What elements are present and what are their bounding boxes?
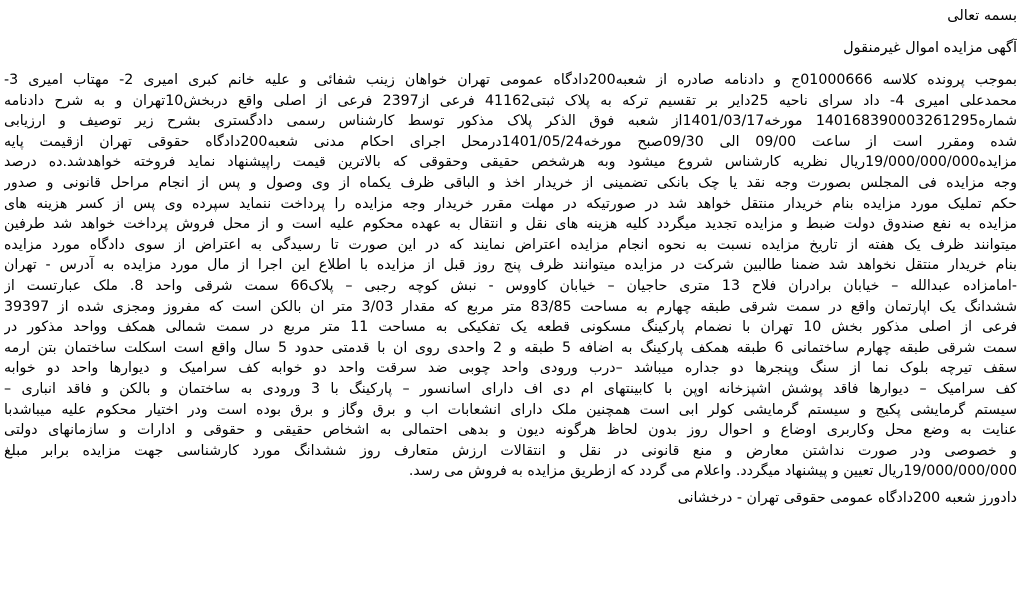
legal-notice-document (4, 6, 1017, 609)
notice-body-line: شماره140168390003261295 مورخه1401/03/17از شعبه فوق الذکر پلاک مذکور توسط کارشناس رسمی دادگستری بشرح زیر توصیف و ارزیابی (4, 113, 1017, 130)
notice-body-line: سیستم گرمایشی پکیج و سیستم گرمایشی کولر ابی است همچنین ملک دارای انشعابات اب و برق وگاز و برق بوده است ودر اختیار محکوم علیه میباشدبا (4, 401, 1017, 418)
notice-body-line: شده ومقرر است از ساعت 09/00 الی 09/30صبح مورخه1401/05/24درمحل اجرای احکام مدنی شعبه200دادگاه حقوقی تهران ازقیمت پایه (4, 133, 1017, 150)
notice-body-line: سمت شرقی طبقه چهارم ساختمانی 6 طبقه همکف پارکینگ به اضافه 5 طبقه و 2 واحدی روی ان با قدمتی حدود 5 سال واقع است اسکلت ساختمان بتن ارمه (4, 339, 1017, 356)
notice-body-line: کف سرامیک – دیوارها فاقد پوشش اشپزخانه اوپن با کابینتهای ام دی اف دارای اسانسور – پارکینگ با 3 ورودی به ساختمان و بالکن و فاقد انباری – (4, 380, 1017, 397)
notice-body (4, 70, 1017, 482)
notice-body-line: فرعی از اصلی مذکور بخش 10 تهران با نضمام پارکینگ مسکونی قطعه یک تفکیکی به مساحت 11 متر مربع در سمت شمالی همکف وواحد مذکور در (4, 319, 1017, 336)
notice-body-line: محمدعلی امیری 4- داد سرای ناحیه 25دایر بر تقسیم ترکه به پلاک ثبتی41162 فرعی از2397 فرعی از اصلی واقع دربخش10تهران و به شرح دادنامه (4, 92, 1017, 109)
notice-body-line: و خصوصی ودر صورت نداشتن معارض و منع قانونی در نقل و انتقالات ارزش متعارف روز ششدانگ مورد کارشناسی جهت مزایده برابر مبلغ (4, 442, 1017, 459)
notice-body-line: بنام خریدار منتقل نخواهد شد ضمنا طالبین شرکت در مزایده میتوانند ظرف پنج روز قبل از مزایده با اطلاع این اجرا از مال مورد مزایده به آدرس - تهران (4, 257, 1017, 274)
notice-body-line: ششدانگ یک اپارتمان واقع در سمت شرقی طبقه چهارم به مساحت 83/85 متر مربع که مقدار 3/03 متر ان بالکن است که مفروز ومجزی شده از 39397 (4, 298, 1017, 315)
notice-body-line: -امامزاده عبدالله – خیابان برادران فلاح 13 متری حاجیان – خیابان کاووس - نبش کوچه رجبی – پلاک66 سمت شرقی واحد 8. ملک عبارتست از (4, 277, 1017, 294)
notice-body-line: بموجب پرونده کلاسه 01000666ج و دادنامه صادره از شعبه200دادگاه عمومی تهران خواهان زینب شفائی و علیه خانم کبری امیری 2- مهتاب امیری 3- (4, 72, 1017, 88)
notice-body-line: مزایده19/000/000/000ریال نظریه کارشناس شروع میشود وبه هرشخص حقیقی وحقوقی که بالاترین قیمت راپیشنهاد نماید فروخته خواهدشد.ده درصد (4, 154, 1017, 171)
signature-line: دادورز شعبه 200دادگاه عمومی حقوقی تهران - درخشانی (677, 489, 1017, 506)
notice-body-line: عنایت به وضع محل وکاربری اوضاع و احوال روز بدون لحاظ هرگونه دیون و بدهی احتمالی به اشخاص حقیقی و حقوقی و ادارات و سازمانهای دولتی (4, 422, 1017, 439)
notice-body-line: میتوانند ظرف یک هفته از تاریخ مزایده نسبت به نحوه انجام مزایده اعتراض نمایند که در این صورت تا رسیدگی به اعتراض از سوی دادگاه مورد مزایده (4, 236, 1017, 253)
notice-title: آگهی مزایده اموال غیرمنقول (843, 40, 1017, 56)
notice-body-line: مزایده به نفع صندوق دولت ضبط و مزایده تجدید میگردد کلیه هزینه های نقل و انتقال به عهده محکوم علیه است و از محل فروش پرداخت خواهد شد طرفین (4, 216, 1017, 233)
notice-body-line: 19/000/000/000ریال تعیین و پیشنهاد میگردد. واعلام می گردد که ازطریق مزایده به فروش می رسد. (408, 463, 1017, 480)
notice-body-line: حکم تملیک مورد مزایده بنام خریدار منتقل خواهد شد در صورتیکه در مهلت مقرر خریدار وجه مزایده را پرداخت ننماید سپرده وی پس از کسر هزینه های (4, 195, 1017, 212)
header-basmala: بسمه تعالی (947, 8, 1017, 24)
notice-body-line: وجه مزایده فی المجلس بصورت وجه نقد یا چک بانکی تضمینی از خریدار اخذ و الباقی ظرف یکماه از وی وصول و پس از انجام مراحل قانونی و صدور (4, 174, 1017, 191)
notice-body-line: سقف تیرچه بلوک نما از سنگ وپنجرها دو جداره میباشد –درب ورودی واحد چوبی ضد سرقت واحد دو خوابه کف سرامیک و دیوارها واحد دو خوابه (4, 360, 1017, 377)
